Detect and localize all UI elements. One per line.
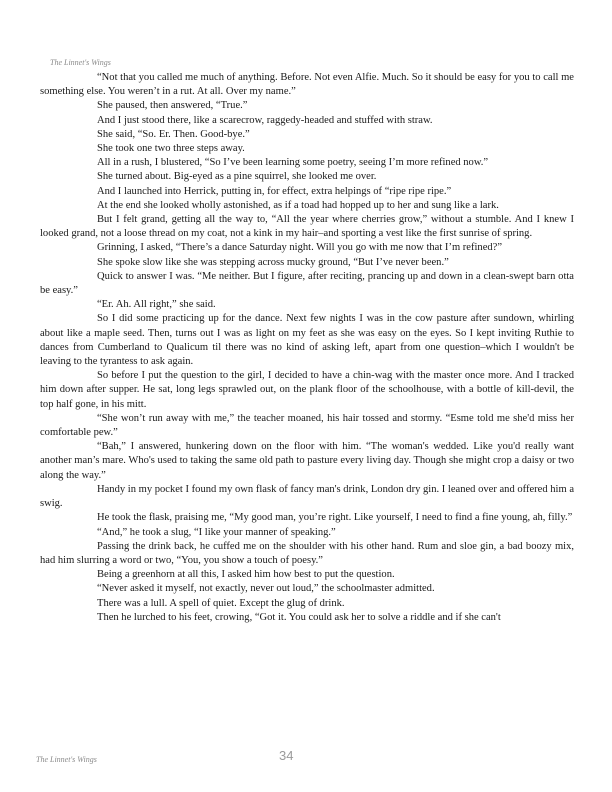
paragraph: Passing the drink back, he cuffed me on the shoulder with his other hand. Rum and sloe gin, a bad boozy mix, had him slurring a word or two, “You, you show a touch of poesy.” <box>40 540 574 566</box>
paragraph: “Never asked it myself, not exactly, never out loud,” the schoolmaster admitted. <box>97 583 435 595</box>
page-number: 34 <box>279 748 294 763</box>
paragraph: There was a lull. A spell of quiet. Except the glug of drink. <box>97 597 345 609</box>
paragraph: Grinning, I asked, “There’s a dance Saturday night. Will you go with me now that I’m refined?” <box>97 242 503 254</box>
paragraph: She turned about. Big-eyed as a pine squirrel, she looked me over. <box>97 171 377 183</box>
paragraph: Being a greenhorn at all this, I asked him how best to put the question. <box>97 569 395 581</box>
footer-title: The Linnet's Wings <box>36 755 97 764</box>
paragraph: She paused, then answered, “True.” <box>97 100 248 112</box>
paragraph: He took the flask, praising me, “My good man, you’re right. Like yourself, I need to find a fine young, ah, filly.” <box>97 512 573 524</box>
paragraph: She said, “So. Er. Then. Good-bye.” <box>97 128 250 140</box>
paragraph: She took one two three steps away. <box>97 143 245 155</box>
paragraph: Quick to answer I was. “Me neither. But I figure, after reciting, prancing up and down in a clean-swept barn otta be easy.” <box>40 270 574 297</box>
paragraph: “Bah,” I answered, hunkering down on the floor with him. “The woman's wedded. Like you'd really want another man’s mare. Who's used to taking the same old path to pasture every living day. Though she might crop a daisy or two along the way.” <box>40 441 574 481</box>
body-text <box>40 71 574 625</box>
paragraph: And I launched into Herrick, putting in, for effect, extra helpings of “ripe ripe ripe.” <box>97 185 452 197</box>
paragraph: At the end she looked wholly astonished, as if a toad had hopped up to her and sung like a lark. <box>97 199 499 211</box>
paragraph: “She won’t run away with me,” the teacher moaned, his hair tossed and stormy. “Esme told me she'd miss her comfortable pew.” <box>40 412 574 439</box>
paragraph: “And,” he took a slug, “I like your manner of speaking.” <box>97 526 336 538</box>
running-header: The Linnet's Wings <box>50 58 111 67</box>
paragraph: Then he lurched to his feet, crowing, “Got it. You could ask her to solve a riddle and if she can't <box>97 611 501 623</box>
paragraph: But I felt grand, getting all the way to, “All the year where cherries grow,” without a stumble. And I knew I looked grand, not a loose thread on my coat, not a kink in my hair–and sporting a vest like the first sunrise of spring. <box>40 214 574 240</box>
paragraph: All in a rush, I blustered, “So I’ve been learning some poetry, seeing I’m more refined now.” <box>97 157 489 169</box>
paragraph: “Not that you called me much of anything. Before. Not even Alfie. Much. So it should be easy for you to call me something else. You weren’t in a rut. At all. Over my name.” <box>40 72 574 98</box>
paragraph: So I did some practicing up for the dance. Next few nights I was in the cow pasture after sundown, whirling about like a maple seed. Then, turns out I was as light on my feet as she was easy on the eyes. So I kept inviting Ruthie to dances from Cumberland to Qualicum til there was no kind of asking left, apart from one question–which I wouldn't be leaving to the tyrantess to ask again. <box>40 313 574 368</box>
paragraph: Handy in my pocket I found my own flask of fancy man's drink, London dry gin. I leaned over and offered him a swig. <box>40 483 574 510</box>
paragraph: And I just stood there, like a scarecrow, raggedy-headed and stuffed with straw. <box>97 114 433 126</box>
paragraph: So before I put the question to the girl, I decided to have a chin-wag with the master once more. And I tracked him down after supper. He sat, long legs sprawled out, on the plank floor of the schoolhouse, with a bottle of kill-devil, the top half gone, in his mitt. <box>40 370 574 410</box>
paragraph: “Er. Ah. All right,” she said. <box>97 299 216 311</box>
paragraph: She spoke slow like she was stepping across mucky ground, “But I’ve never been.” <box>97 256 449 268</box>
